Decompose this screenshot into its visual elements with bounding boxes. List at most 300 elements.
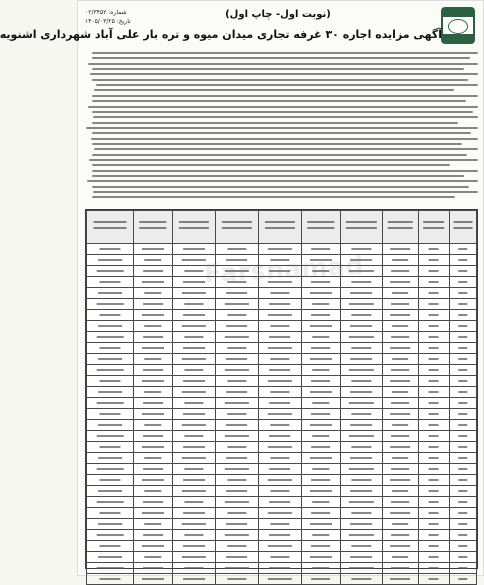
illegible-cell-value <box>393 259 409 261</box>
illegible-cell-value <box>270 523 289 525</box>
table-cell <box>172 365 215 376</box>
illegible-cell-value <box>312 501 329 503</box>
illegible-cell-value <box>226 556 248 558</box>
table-cell <box>258 486 301 497</box>
illegible-cell-value <box>349 402 373 404</box>
table-cell <box>87 519 134 530</box>
table-cell <box>87 387 134 398</box>
table-cell <box>340 354 383 365</box>
table-cell <box>87 453 134 464</box>
table-cell <box>258 552 301 563</box>
table-row <box>87 310 477 321</box>
body-text-line <box>92 79 468 81</box>
illegible-cell-value <box>98 457 122 459</box>
table-cell <box>449 453 476 464</box>
illegible-cell-value <box>392 303 410 305</box>
table-cell <box>383 354 418 365</box>
illegible-cell-value <box>349 270 373 272</box>
table-cell <box>449 277 476 288</box>
illegible-cell-value <box>225 435 249 437</box>
table-cell <box>418 552 449 563</box>
illegible-cell-value <box>98 259 122 261</box>
table-cell <box>87 354 134 365</box>
municipality-logo-icon <box>441 7 475 44</box>
illegible-cell-value <box>98 292 122 294</box>
table-cell <box>87 365 134 376</box>
table-row <box>87 376 477 387</box>
illegible-cell-value <box>458 501 467 503</box>
illegible-cell-value <box>143 270 163 272</box>
illegible-cell-value <box>312 270 329 272</box>
illegible-cell-value <box>428 435 439 437</box>
table-cell <box>383 398 418 409</box>
illegible-cell-value <box>458 303 467 305</box>
table-cell <box>383 266 418 277</box>
table-header-cell <box>449 211 476 244</box>
illegible-header-text <box>222 219 252 233</box>
illegible-cell-value <box>393 292 409 294</box>
table-cell <box>340 409 383 420</box>
table-cell <box>301 310 340 321</box>
illegible-cell-value <box>183 479 205 481</box>
table-cell <box>383 277 418 288</box>
table-cell <box>133 288 172 299</box>
illegible-cell-value <box>227 248 246 250</box>
illegible-cell-value <box>458 391 467 393</box>
table-cell <box>449 288 476 299</box>
table-cell <box>87 464 134 475</box>
illegible-cell-value <box>225 534 249 536</box>
illegible-cell-value <box>267 578 291 580</box>
body-text-line <box>92 111 473 113</box>
illegible-cell-value <box>97 567 124 569</box>
illegible-cell-value <box>312 369 329 371</box>
table-cell <box>172 376 215 387</box>
illegible-cell-value <box>428 248 439 250</box>
table-cell <box>340 475 383 486</box>
illegible-cell-value <box>142 578 164 580</box>
table-cell <box>133 398 172 409</box>
body-text-line <box>90 73 478 75</box>
table-cell <box>172 530 215 541</box>
illegible-cell-value <box>143 336 163 338</box>
table-cell <box>172 442 215 453</box>
body-text-line <box>92 196 455 198</box>
illegible-cell-value <box>458 468 467 470</box>
illegible-cell-value <box>97 270 124 272</box>
table-cell <box>383 244 418 255</box>
illegible-cell-value <box>352 380 371 382</box>
table-cell <box>215 255 258 266</box>
table-cell <box>301 552 340 563</box>
table-cell <box>301 244 340 255</box>
illegible-cell-value <box>99 248 120 250</box>
table-cell <box>172 563 215 574</box>
table-cell <box>133 497 172 508</box>
table-row <box>87 288 477 299</box>
illegible-cell-value <box>226 358 248 360</box>
illegible-cell-value <box>458 259 467 261</box>
table-cell <box>258 255 301 266</box>
illegible-cell-value <box>97 501 124 503</box>
table-cell <box>418 266 449 277</box>
illegible-cell-value <box>428 402 439 404</box>
table-header-cell <box>301 211 340 244</box>
illegible-cell-value <box>144 259 161 261</box>
table-cell <box>340 508 383 519</box>
illegible-cell-value <box>428 501 439 503</box>
table-cell <box>449 365 476 376</box>
table-cell <box>172 541 215 552</box>
logo-top-band <box>443 9 473 17</box>
illegible-cell-value <box>312 402 329 404</box>
table-row <box>87 552 477 563</box>
table-cell <box>301 255 340 266</box>
table-cell <box>133 266 172 277</box>
table-cell <box>87 288 134 299</box>
table-cell <box>301 563 340 574</box>
table-cell <box>383 552 418 563</box>
illegible-cell-value <box>142 413 164 415</box>
table-cell <box>172 398 215 409</box>
table-cell <box>301 409 340 420</box>
table-cell <box>215 475 258 486</box>
illegible-cell-value <box>142 314 164 316</box>
body-text-line <box>92 52 478 54</box>
illegible-cell-value <box>428 512 439 514</box>
table-row <box>87 486 477 497</box>
body-text-line <box>92 143 462 145</box>
table-cell <box>172 519 215 530</box>
illegible-cell-value <box>428 457 439 459</box>
table-cell <box>258 365 301 376</box>
table-cell <box>258 442 301 453</box>
table-cell <box>418 277 449 288</box>
illegible-cell-value <box>184 270 203 272</box>
illegible-cell-value <box>393 490 409 492</box>
illegible-cell-value <box>183 545 205 547</box>
illegible-cell-value <box>428 413 439 415</box>
table-cell <box>172 387 215 398</box>
table-cell <box>133 376 172 387</box>
illegible-cell-value <box>352 347 371 349</box>
illegible-cell-value <box>428 380 439 382</box>
table-cell <box>215 552 258 563</box>
table-cell <box>133 574 172 585</box>
illegible-cell-value <box>311 446 331 448</box>
table-header-cell <box>418 211 449 244</box>
illegible-cell-value <box>225 468 249 470</box>
table-cell <box>340 343 383 354</box>
table-cell <box>383 387 418 398</box>
illegible-cell-value <box>182 325 206 327</box>
illegible-cell-value <box>143 303 163 305</box>
table-cell <box>449 563 476 574</box>
illegible-cell-value <box>349 567 373 569</box>
illegible-header-text <box>307 219 334 233</box>
table-cell <box>87 552 134 563</box>
table-cell <box>301 343 340 354</box>
table-cell <box>215 431 258 442</box>
illegible-cell-value <box>391 413 411 415</box>
table-cell <box>258 508 301 519</box>
illegible-cell-value <box>270 325 289 327</box>
table-cell <box>340 255 383 266</box>
table-cell <box>418 530 449 541</box>
document-date: تاریخ: ۱۴۰۵/۰۳/۲۵ <box>85 18 131 25</box>
table-cell <box>418 354 449 365</box>
illegible-cell-value <box>267 380 291 382</box>
table-cell <box>133 310 172 321</box>
illegible-cell-value <box>458 490 467 492</box>
table-cell <box>215 310 258 321</box>
illegible-header-text <box>179 219 209 233</box>
table-cell <box>133 442 172 453</box>
illegible-cell-value <box>393 556 409 558</box>
illegible-cell-value <box>143 534 163 536</box>
table-cell <box>133 563 172 574</box>
illegible-cell-value <box>144 358 161 360</box>
table-cell <box>340 497 383 508</box>
illegible-cell-value <box>143 501 163 503</box>
table-cell <box>449 343 476 354</box>
table-cell <box>383 409 418 420</box>
table-cell <box>133 431 172 442</box>
table-cell <box>301 574 340 585</box>
illegible-cell-value <box>391 347 411 349</box>
illegible-cell-value <box>144 325 161 327</box>
illegible-cell-value <box>97 303 124 305</box>
illegible-cell-value <box>183 413 205 415</box>
body-text-line <box>92 100 466 102</box>
illegible-cell-value <box>393 325 409 327</box>
table-cell <box>418 398 449 409</box>
illegible-cell-value <box>349 435 373 437</box>
illegible-cell-value <box>182 523 206 525</box>
illegible-cell-value <box>182 490 206 492</box>
table-cell <box>87 486 134 497</box>
table-cell <box>133 420 172 431</box>
illegible-cell-value <box>184 402 203 404</box>
table-cell <box>172 288 215 299</box>
body-text-line <box>89 159 478 161</box>
table-cell <box>449 310 476 321</box>
table-cell <box>258 376 301 387</box>
table-cell <box>340 563 383 574</box>
document-number: شماره: ۰۲/۳۴۵۲ <box>85 9 127 16</box>
illegible-cell-value <box>392 567 410 569</box>
table-cell <box>449 409 476 420</box>
illegible-cell-value <box>311 248 331 250</box>
illegible-cell-value <box>227 347 246 349</box>
table-cell <box>449 497 476 508</box>
table-cell <box>258 310 301 321</box>
table-cell <box>449 486 476 497</box>
illegible-cell-value <box>270 292 289 294</box>
illegible-cell-value <box>311 512 331 514</box>
table-cell <box>418 464 449 475</box>
illegible-cell-value <box>269 402 291 404</box>
illegible-cell-value <box>184 534 203 536</box>
table-cell <box>258 332 301 343</box>
illegible-cell-value <box>428 303 439 305</box>
table-cell <box>258 299 301 310</box>
illegible-cell-value <box>393 457 409 459</box>
illegible-cell-value <box>142 545 164 547</box>
table-header-cell <box>87 211 134 244</box>
illegible-cell-value <box>227 545 246 547</box>
table-cell <box>340 288 383 299</box>
table-cell <box>172 244 215 255</box>
table-cell <box>383 486 418 497</box>
illegible-cell-value <box>226 325 248 327</box>
illegible-cell-value <box>428 325 439 327</box>
table-cell <box>87 299 134 310</box>
illegible-cell-value <box>144 292 161 294</box>
table-cell <box>215 464 258 475</box>
table-cell <box>340 321 383 332</box>
body-text-line <box>92 175 464 177</box>
table-row <box>87 277 477 288</box>
illegible-cell-value <box>143 369 163 371</box>
table-cell <box>418 442 449 453</box>
table-cell <box>301 519 340 530</box>
table-row <box>87 409 477 420</box>
table-cell <box>340 310 383 321</box>
illegible-cell-value <box>182 259 206 261</box>
illegible-cell-value <box>225 402 249 404</box>
table-cell <box>418 453 449 464</box>
table-cell <box>383 574 418 585</box>
illegible-cell-value <box>99 281 120 283</box>
table-cell <box>418 420 449 431</box>
table-cell <box>418 541 449 552</box>
table-row <box>87 530 477 541</box>
illegible-cell-value <box>458 479 467 481</box>
table-cell <box>418 497 449 508</box>
illegible-cell-value <box>458 435 467 437</box>
table-cell <box>340 541 383 552</box>
table-cell <box>258 321 301 332</box>
table-cell <box>172 343 215 354</box>
illegible-cell-value <box>428 347 439 349</box>
table-cell <box>418 321 449 332</box>
illegible-cell-value <box>142 281 164 283</box>
table-cell <box>418 244 449 255</box>
table-row <box>87 387 477 398</box>
table-cell <box>215 563 258 574</box>
table-cell <box>133 530 172 541</box>
illegible-cell-value <box>183 512 205 514</box>
table-cell <box>258 464 301 475</box>
illegible-cell-value <box>458 413 467 415</box>
illegible-cell-value <box>310 523 332 525</box>
illegible-cell-value <box>428 259 439 261</box>
illegible-cell-value <box>227 512 246 514</box>
illegible-cell-value <box>98 325 122 327</box>
illegible-cell-value <box>311 479 331 481</box>
table-cell <box>133 453 172 464</box>
table-cell <box>133 486 172 497</box>
table-cell <box>87 442 134 453</box>
illegible-cell-value <box>184 567 203 569</box>
illegible-cell-value <box>97 369 124 371</box>
illegible-cell-value <box>458 457 467 459</box>
table-row <box>87 508 477 519</box>
illegible-cell-value <box>184 435 203 437</box>
auction-booth-table <box>85 209 478 569</box>
illegible-cell-value <box>144 457 161 459</box>
illegible-cell-value <box>183 281 205 283</box>
table-cell <box>449 255 476 266</box>
table-cell <box>418 574 449 585</box>
table-cell <box>258 431 301 442</box>
table-row <box>87 475 477 486</box>
illegible-cell-value <box>352 578 371 580</box>
body-text-line <box>93 191 478 193</box>
illegible-cell-value <box>428 545 439 547</box>
table-cell <box>383 541 418 552</box>
table-header-cell <box>172 211 215 244</box>
illegible-cell-value <box>270 391 289 393</box>
table-cell <box>172 508 215 519</box>
table-cell <box>258 574 301 585</box>
table-cell <box>258 343 301 354</box>
table-cell <box>172 453 215 464</box>
illegible-cell-value <box>267 479 291 481</box>
illegible-cell-value <box>458 424 467 426</box>
illegible-cell-value <box>458 314 467 316</box>
illegible-cell-value <box>98 490 122 492</box>
illegible-cell-value <box>182 424 206 426</box>
table-cell <box>340 332 383 343</box>
table-cell <box>340 486 383 497</box>
illegible-cell-value <box>458 325 467 327</box>
illegible-cell-value <box>269 336 291 338</box>
table-cell <box>383 310 418 321</box>
illegible-cell-value <box>182 391 206 393</box>
table-cell <box>449 420 476 431</box>
table-cell <box>301 277 340 288</box>
illegible-cell-value <box>97 468 124 470</box>
table-cell <box>383 321 418 332</box>
table-cell <box>301 530 340 541</box>
illegible-cell-value <box>351 391 373 393</box>
illegible-cell-value <box>458 248 467 250</box>
table-cell <box>133 541 172 552</box>
table-cell <box>301 354 340 365</box>
table-cell <box>258 387 301 398</box>
table-cell <box>87 332 134 343</box>
table-cell <box>418 563 449 574</box>
illegible-cell-value <box>458 578 467 580</box>
illegible-cell-value <box>349 303 373 305</box>
table-cell <box>172 464 215 475</box>
illegible-cell-value <box>393 391 409 393</box>
table-cell <box>418 310 449 321</box>
table-cell <box>301 464 340 475</box>
table-cell <box>418 519 449 530</box>
illegible-cell-value <box>226 523 248 525</box>
table-cell <box>215 277 258 288</box>
illegible-cell-value <box>428 336 439 338</box>
illegible-header-text <box>423 219 445 233</box>
table-cell <box>449 475 476 486</box>
table-row <box>87 464 477 475</box>
table-cell <box>87 475 134 486</box>
illegible-cell-value <box>352 413 371 415</box>
illegible-cell-value <box>227 314 246 316</box>
